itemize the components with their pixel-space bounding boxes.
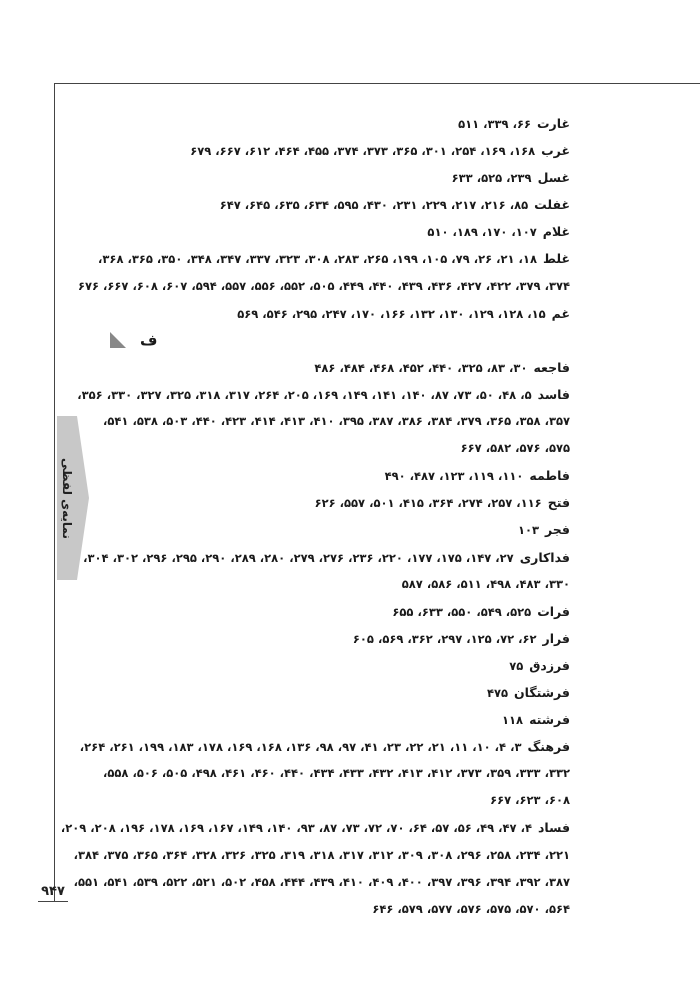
index-entry-line: [83, 544, 570, 571]
index-term: فجر: [545, 522, 570, 538]
index-entry-line: [110, 516, 570, 543]
index-entry-line: [110, 598, 570, 625]
index-entry-line: [73, 842, 570, 869]
side-rule: [54, 83, 55, 901]
index-page-refs: ۲۲۱، ۲۳۴، ۲۵۸، ۲۹۶، ۳۰۸، ۳۰۹، ۳۱۲، ۳۱۷، ۳۱۸، ۳۱۹، ۳۲۵، ۳۲۶، ۳۲۸، ۳۶۴، ۳۶۵، ۳۷۵، ۳۸۴،: [73, 847, 570, 862]
index-entry-line: [110, 571, 570, 598]
index-page-refs: ۱۱۸: [502, 713, 524, 728]
index-entry-line: [110, 787, 570, 814]
index-page-refs: ۳۳۰، ۴۸۳، ۴۹۸، ۵۱۱، ۵۸۶، ۵۸۷: [401, 576, 570, 591]
index-page-refs: ۱۵، ۱۲۸، ۱۲۹، ۱۳۰، ۱۳۲، ۱۶۶، ۱۷۰، ۲۴۷، ۲۹۵، ۵۴۶، ۵۶۹: [237, 306, 546, 321]
index-page-refs: ۱۱۶، ۲۵۷، ۲۷۴، ۳۶۴، ۴۱۵، ۵۰۱، ۵۵۷، ۶۲۶: [314, 496, 542, 511]
index-page-refs: ۶۰۸، ۶۲۳، ۶۶۷: [490, 793, 570, 808]
index-page-refs: ۲۷، ۱۴۷، ۱۷۵، ۱۷۷، ۲۲۰، ۲۳۶، ۲۷۶، ۲۷۹، ۲۸۰، ۲۸۹، ۲۹۰، ۲۹۵، ۲۹۶، ۳۰۲، ۳۰۴،: [83, 550, 514, 565]
index-page-refs: ۶۶، ۳۳۹، ۵۱۱: [458, 117, 531, 131]
index-term: غرب: [541, 143, 570, 159]
index-term: فرات: [537, 603, 570, 619]
index-term: فرهنگ: [527, 739, 570, 755]
index-page-refs: ۴، ۴۷، ۴۹، ۵۶، ۵۷، ۶۴، ۷۰، ۷۲، ۷۳، ۸۷، ۹۳، ۱۴۰، ۱۴۹، ۱۶۷، ۱۶۹، ۱۷۸، ۱۹۶، ۲۰۸، ۲۰۹،: [60, 821, 532, 836]
index-term: غارت: [537, 116, 570, 131]
index-entry-line: [110, 218, 570, 245]
page-number-rule: [38, 901, 68, 902]
index-term: غلط: [542, 251, 570, 267]
index-entry-line: [77, 381, 570, 408]
index-term: غلام: [542, 224, 570, 240]
index-term: غسل: [537, 170, 570, 186]
index-term: فاجعه: [533, 359, 570, 375]
index-page-refs: ۳۸۷، ۳۹۲، ۳۹۴، ۳۹۶، ۳۹۷، ۴۰۰، ۴۰۹، ۴۱۰، ۴۳۹، ۴۴۴، ۴۵۸، ۵۰۲، ۵۲۱، ۵۲۲، ۵۳۹، ۵۴۱، ۵۵۱،: [73, 874, 570, 889]
index-term: غم: [551, 305, 570, 321]
triangle-marker-icon: [110, 332, 126, 348]
index-entry-line: [103, 408, 570, 435]
index-entry-line: [110, 354, 570, 381]
index-entry-line: [110, 300, 570, 327]
index-page-refs: ۱۰۳: [517, 523, 540, 538]
index-page-refs: ۷۵: [509, 658, 524, 673]
index-page-refs: ۳۷۴، ۳۷۹، ۴۲۲، ۴۲۷، ۴۳۶، ۴۳۹، ۴۴۰، ۴۴۹، ۵۰۵، ۵۵۲، ۵۵۶، ۵۵۷، ۵۹۴، ۶۰۷، ۶۰۸، ۶۶۷، ۶۷۶: [77, 278, 570, 293]
index-page-refs: ۸۵، ۲۱۶، ۲۱۷، ۲۲۹، ۲۳۱، ۴۳۰، ۵۹۵، ۶۳۴، ۶۳۵، ۶۴۵، ۶۴۷: [219, 198, 529, 213]
index-page-refs: ۵۷۵، ۵۷۶، ۵۸۲، ۶۶۷: [460, 441, 570, 456]
index-term: فاسد: [537, 386, 570, 402]
index-page-refs: ۵۲۵، ۵۴۹، ۵۵۰، ۶۳۳، ۶۵۵: [392, 604, 532, 619]
letter-heading-text: ف: [140, 330, 158, 349]
index-term: فاطمه: [529, 468, 570, 484]
index-term: فرزدق: [529, 657, 570, 673]
index-page-refs: ۵، ۴۸، ۵۰، ۷۳، ۸۷، ۱۴۰، ۱۴۱، ۱۴۹، ۱۶۹، ۲۰۵، ۲۶۴، ۳۱۷، ۳۱۸، ۳۲۵، ۳۲۷، ۳۳۰، ۳۵۶،: [77, 387, 532, 402]
letter-heading: [110, 327, 570, 354]
index-entry-line: [110, 652, 570, 679]
index-page-refs: ۵۶۴، ۵۷۰، ۵۷۵، ۵۷۶، ۵۷۷، ۵۷۹، ۶۴۶: [372, 901, 570, 916]
index-page-refs: ۴۷۵: [486, 685, 508, 700]
index-entry-line: [110, 435, 570, 462]
index-entry-line: [110, 896, 570, 923]
page-number: ۹۴۷: [41, 884, 65, 899]
index-page-refs: ۶۲، ۷۲، ۱۲۵، ۲۹۷، ۳۶۲، ۵۶۹، ۶۰۵: [352, 631, 537, 646]
index-term: فرشتگان: [514, 684, 570, 700]
index-entry-line: [79, 733, 570, 760]
index-entry-line: [110, 191, 570, 218]
index-entries-before: [77, 110, 570, 327]
index-entry-line: [110, 137, 570, 164]
index-entry-line: [110, 706, 570, 733]
index-entry-line: [110, 462, 570, 489]
index-page-refs: ۱۶۸، ۱۶۹، ۲۵۴، ۳۰۱، ۳۶۵، ۳۷۳، ۳۷۴، ۴۵۵، ۴۶۴، ۶۱۲، ۶۶۷، ۶۷۹: [190, 144, 536, 159]
index-page-refs: ۳۳۲، ۳۳۳، ۳۵۹، ۳۷۳، ۴۱۲، ۴۱۳، ۴۳۲، ۴۳۳، ۴۳۴، ۴۴۰، ۴۶۰، ۴۶۱، ۴۹۸، ۵۰۵، ۵۰۶، ۵۵۸،: [103, 766, 570, 781]
index-term: فداکاری: [519, 549, 570, 565]
index-entry-line: [110, 110, 570, 137]
index-entry-line: [73, 869, 570, 896]
top-rule: [54, 83, 700, 84]
index-entry-line: [103, 760, 570, 787]
index-page-refs: ۳، ۴، ۱۰، ۱۱، ۲۱، ۲۲، ۲۳، ۴۱، ۹۷، ۹۸، ۱۳۶، ۱۶۸، ۱۶۹، ۱۷۸، ۱۸۳، ۱۹۹، ۲۶۱، ۲۶۴،: [79, 740, 522, 755]
index-page-refs: ۱۱۰، ۱۱۹، ۱۲۳، ۴۸۷، ۴۹۰: [384, 469, 524, 484]
index-entry-line: [110, 164, 570, 191]
index-entry-line: [110, 489, 570, 516]
index-term: غفلت: [534, 197, 570, 213]
index-page-refs: ۱۸، ۲۱، ۲۶، ۷۹، ۱۰۵، ۱۹۹، ۲۶۵، ۲۸۳، ۳۰۸، ۳۲۳، ۳۳۷، ۳۴۷، ۳۴۸، ۳۵۰، ۳۶۵، ۳۶۸،: [98, 252, 537, 267]
index-term: فساد: [537, 820, 570, 836]
index-entry-line: [110, 625, 570, 652]
index-page-refs: ۱۰۷، ۱۷۰، ۱۸۹، ۵۱۰: [427, 225, 537, 240]
section-tab-label: نمایه‌ی لفظی: [60, 457, 74, 539]
index-term: فرار: [542, 630, 570, 646]
index-page-refs: ۲۳۹، ۵۲۵، ۶۳۳: [451, 171, 532, 186]
index-entry-line: [98, 245, 570, 272]
index-entry-line: [110, 679, 570, 706]
index-entry-line: [60, 814, 570, 841]
index-term: فتح: [547, 495, 570, 511]
index-page-refs: ۳۰، ۸۳، ۳۲۵، ۴۴۰، ۴۵۲، ۴۶۸، ۴۸۴، ۴۸۶: [314, 360, 528, 375]
index-term: فرشته: [529, 712, 570, 728]
index-page-refs: ۳۵۷، ۳۵۸، ۳۶۵، ۳۷۹، ۳۸۴، ۳۸۶، ۳۸۷، ۳۹۵، ۴۱۰، ۴۱۳، ۴۱۴، ۴۲۳، ۴۴۰، ۵۰۳، ۵۳۸، ۵۴۱،: [103, 414, 570, 429]
index-entry-line: [77, 273, 570, 300]
